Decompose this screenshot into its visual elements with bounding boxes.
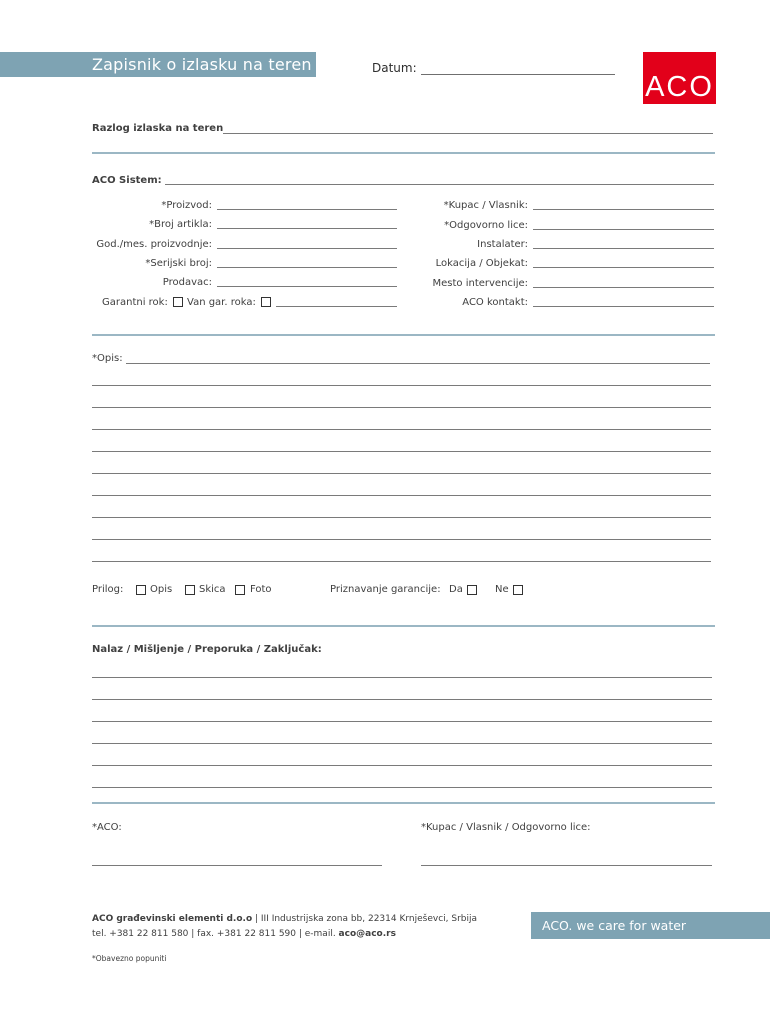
god-mes-label: God./mes. proizvodnje: (96, 239, 212, 250)
slogan-text: ACO. we care for water (542, 918, 687, 933)
lokacija-field[interactable] (533, 267, 714, 268)
nalaz-line[interactable] (92, 699, 712, 700)
required-note: *Obavezno popuniti (92, 954, 167, 963)
van-gar-checkbox[interactable] (261, 297, 271, 307)
serijski-broj-field[interactable] (217, 267, 397, 268)
datum-field[interactable] (421, 74, 615, 75)
nalaz-line[interactable] (92, 787, 712, 788)
instalater-field[interactable] (533, 248, 714, 249)
serijski-broj-label: *Serijski broj: (145, 258, 212, 269)
aco-signature-label: *ACO: (92, 822, 122, 833)
garancija-label: Priznavanje garancije: (330, 584, 441, 595)
garancija-ne-checkbox[interactable] (513, 585, 523, 595)
contact-info (92, 929, 396, 939)
company-info (92, 914, 477, 924)
kupac-label: *Kupac / Vlasnik: (443, 200, 528, 211)
instalater-label: Instalater: (477, 239, 528, 250)
kupac-field[interactable] (533, 209, 714, 210)
company-name: ACO građevinski elementi d.o.o (92, 914, 253, 924)
garancija-da-checkbox[interactable] (467, 585, 477, 595)
opis-line[interactable] (92, 495, 711, 496)
prilog-skica-label: Skica (199, 584, 226, 595)
razlog-label: Razlog izlaska na teren (92, 123, 224, 134)
proizvod-label: *Proizvod: (161, 200, 212, 211)
prodavac-field[interactable] (217, 286, 397, 287)
mesto-intervencije-field[interactable] (533, 287, 714, 288)
opis-line[interactable] (92, 429, 711, 430)
garantni-rok-checkbox[interactable] (173, 297, 183, 307)
nalaz-line[interactable] (92, 743, 712, 744)
aco-kontakt-label: ACO kontakt: (462, 297, 528, 308)
logo-text: ACO (645, 71, 714, 103)
aco-sistem-label: ACO Sistem: (92, 175, 162, 186)
prilog-foto-checkbox[interactable] (235, 585, 245, 595)
opis-line[interactable] (92, 473, 711, 474)
divider (92, 802, 715, 804)
divider (92, 625, 715, 627)
kupac-signature-field[interactable] (421, 865, 712, 866)
opis-line[interactable] (92, 407, 711, 408)
razlog-field[interactable] (223, 133, 713, 134)
nalaz-label: Nalaz / Mišljenje / Preporuka / Zaključak: (92, 644, 322, 655)
prilog-skica-checkbox[interactable] (185, 585, 195, 595)
page-title: Zapisnik o izlasku na teren (92, 55, 312, 74)
aco-logo (643, 52, 716, 104)
prilog-opis-label: Opis (150, 584, 173, 595)
nalaz-line[interactable] (92, 765, 712, 766)
van-gar-field[interactable] (276, 306, 397, 307)
mesto-intervencije-label: Mesto intervencije: (432, 278, 528, 289)
odgovorno-lice-label: *Odgovorno lice: (444, 220, 528, 231)
odgovorno-lice-field[interactable] (533, 229, 714, 230)
nalaz-line[interactable] (92, 677, 712, 678)
prodavac-label: Prodavac: (162, 277, 212, 288)
broj-artikla-field[interactable] (217, 228, 397, 229)
opis-line[interactable] (92, 539, 711, 540)
opis-line[interactable] (92, 561, 711, 562)
opis-line[interactable] (92, 451, 711, 452)
aco-signature-field[interactable] (92, 865, 382, 866)
company-address: | III Industrijska zona bb, 22314 Krnješevci, Srbija (252, 914, 478, 924)
prilog-label: Prilog: (92, 584, 124, 595)
prilog-foto-label: Foto (250, 584, 272, 595)
garantni-rok-label: Garantni rok: (102, 297, 168, 308)
datum-label: Datum: (372, 61, 417, 75)
garancija-ne-label: Ne (495, 584, 509, 595)
opis-line[interactable] (92, 385, 711, 386)
aco-kontakt-field[interactable] (533, 306, 714, 307)
contact-email[interactable]: aco@aco.rs (338, 929, 396, 939)
proizvod-field[interactable] (217, 209, 397, 210)
contact-phone: tel. +381 22 811 580 | fax. +381 22 811 590 | e-mail. (92, 929, 339, 939)
nalaz-line[interactable] (92, 721, 712, 722)
divider (92, 152, 715, 154)
divider (92, 334, 715, 336)
opis-label: *Opis: (92, 353, 123, 364)
kupac-signature-label: *Kupac / Vlasnik / Odgovorno lice: (421, 822, 591, 833)
van-gar-label: Van gar. roka: (187, 297, 256, 308)
opis-line[interactable] (92, 517, 711, 518)
broj-artikla-label: *Broj artikla: (149, 219, 212, 230)
god-mes-field[interactable] (217, 248, 397, 249)
aco-sistem-field[interactable] (165, 184, 714, 185)
lokacija-label: Lokacija / Objekat: (435, 258, 528, 269)
garancija-da-label: Da (449, 584, 463, 595)
opis-field[interactable] (126, 363, 710, 364)
prilog-opis-checkbox[interactable] (136, 585, 146, 595)
